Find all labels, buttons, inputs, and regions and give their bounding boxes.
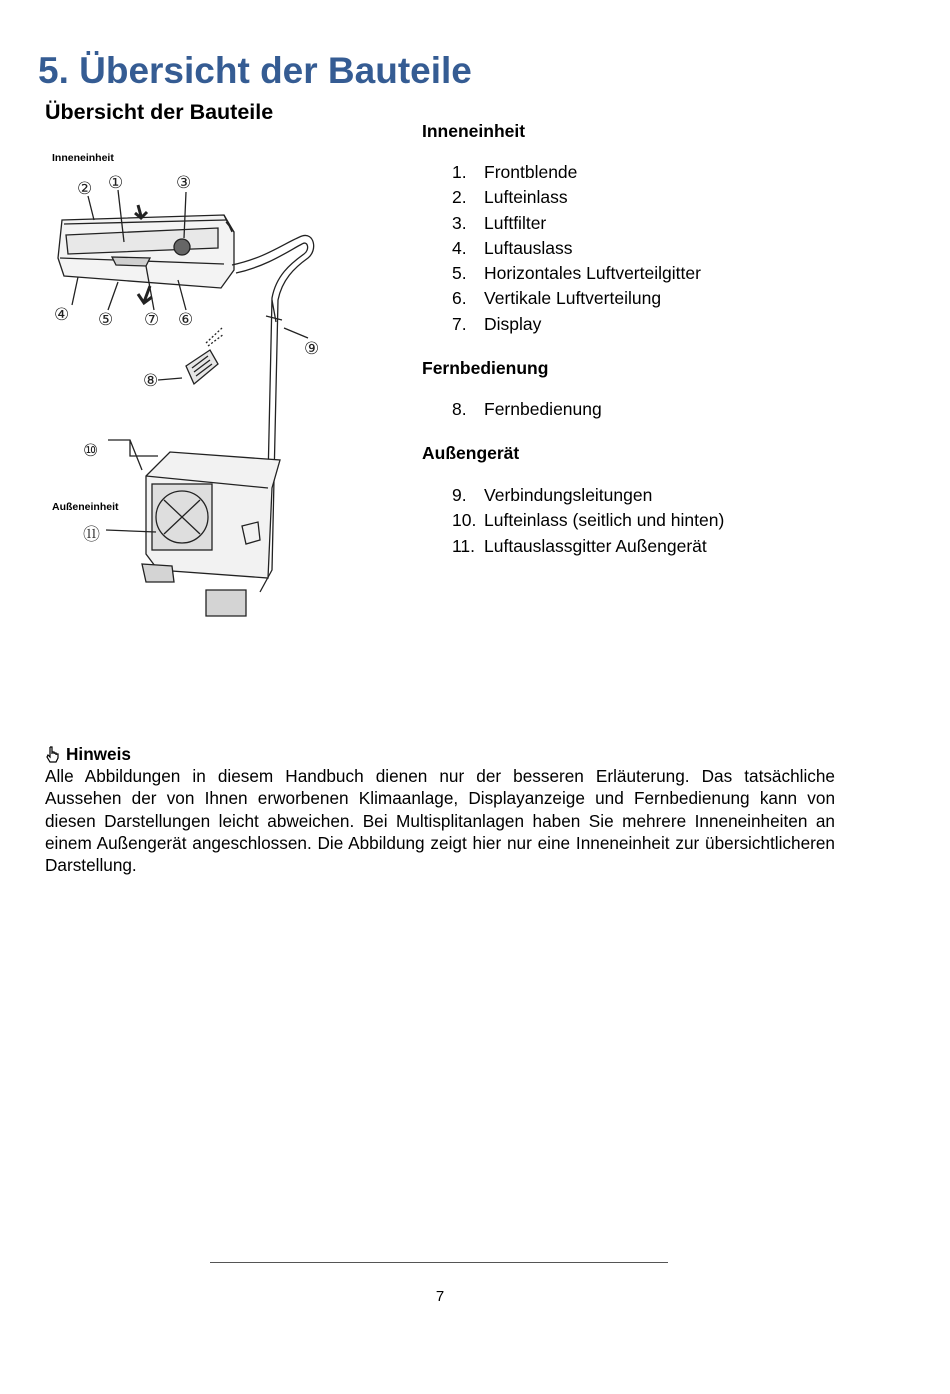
part-number: 7.	[452, 313, 467, 334]
part-item	[452, 160, 701, 185]
pointing-hand-icon	[45, 746, 60, 763]
part-label: Horizontales Luftverteilgitter	[484, 263, 701, 284]
note-heading-row	[45, 743, 835, 765]
part-item	[452, 312, 701, 337]
chapter-title: 5. Übersicht der Bauteile	[38, 50, 472, 91]
part-number: 4.	[452, 237, 467, 258]
part-number: 11.	[452, 535, 476, 556]
indoor-heading: Inneneinheit	[422, 121, 526, 141]
part-item	[452, 211, 701, 236]
part-label: Luftauslassgitter Außengerät	[484, 535, 707, 556]
part-number: 9.	[452, 485, 467, 505]
part-item	[452, 185, 701, 210]
part-item	[452, 508, 724, 533]
part-label: Frontblende	[484, 162, 578, 182]
callout-11: ⑪	[83, 525, 100, 545]
part-item	[452, 483, 724, 508]
part-label: Verbindungsleitungen	[484, 485, 653, 505]
diagram-label-indoor: Inneneinheit	[52, 152, 114, 164]
outdoor-parts-list	[452, 483, 724, 559]
part-label: Vertikale Luftverteilung	[484, 288, 662, 309]
part-number: 5.	[452, 263, 467, 284]
part-item	[452, 236, 701, 261]
part-item	[452, 261, 701, 286]
components-diagram	[46, 140, 336, 630]
part-label: Lufteinlass	[484, 187, 568, 208]
diagram-label-outdoor: Außeneinheit	[52, 501, 119, 513]
part-label: Luftfilter	[484, 212, 547, 233]
part-item	[452, 286, 701, 311]
part-label: Lufteinlass (seitlich und hinten)	[484, 510, 725, 531]
remote-control-drawing	[158, 328, 224, 384]
callout-3: ③	[176, 173, 192, 193]
part-number: 1.	[452, 162, 467, 182]
indoor-unit-drawing	[58, 215, 234, 288]
part-label: Display	[484, 313, 542, 334]
callout-8: ⑧	[143, 371, 159, 391]
callout-6: ⑥	[178, 310, 194, 330]
note-text: Alle Abbildungen in diesem Handbuch dienen nur der besseren Erläuterung. Das tatsächliche Aussehen der von Ihnen erworbenen Klimaanlage, Displayanzeige und Fernbedienung kann von diesen Darstellungen leicht abweichen. Bei Multisplitanlagen haben Sie mehrere Inneneinheiten an einem Außengerät angeschlossen. Die Abbildung zeigt hier nur eine Inneneinheit zur übersichtlicheren Darstellung.	[45, 766, 835, 876]
part-label: Fernbedienung	[484, 399, 602, 419]
part-item	[452, 397, 602, 422]
remote-heading: Fernbedienung	[422, 358, 549, 378]
callout-9: ⑨	[304, 339, 320, 359]
callout-1: ①	[108, 173, 124, 193]
part-number: 6.	[452, 288, 467, 309]
part-number: 10.	[452, 510, 477, 531]
part-item	[452, 534, 724, 559]
page-number: 7	[435, 1288, 445, 1305]
indoor-parts-list	[452, 160, 701, 337]
callout-2: ②	[77, 179, 93, 199]
part-label: Luftauslass	[484, 237, 573, 258]
remote-parts-list	[452, 397, 602, 422]
callout-7: ⑦	[144, 310, 160, 330]
note-box	[45, 743, 835, 876]
outdoor-unit-drawing	[106, 440, 280, 616]
part-number: 2.	[452, 187, 467, 208]
part-number: 8.	[452, 399, 467, 419]
section-title: Übersicht der Bauteile	[45, 100, 274, 124]
note-heading: Hinweis	[66, 744, 131, 764]
outdoor-heading: Außengerät	[422, 443, 520, 463]
footer-divider	[210, 1262, 668, 1263]
part-number: 3.	[452, 212, 467, 233]
callout-5: ⑤	[98, 310, 114, 330]
callout-10: ⑩	[83, 441, 99, 461]
callout-4: ④	[54, 305, 70, 325]
